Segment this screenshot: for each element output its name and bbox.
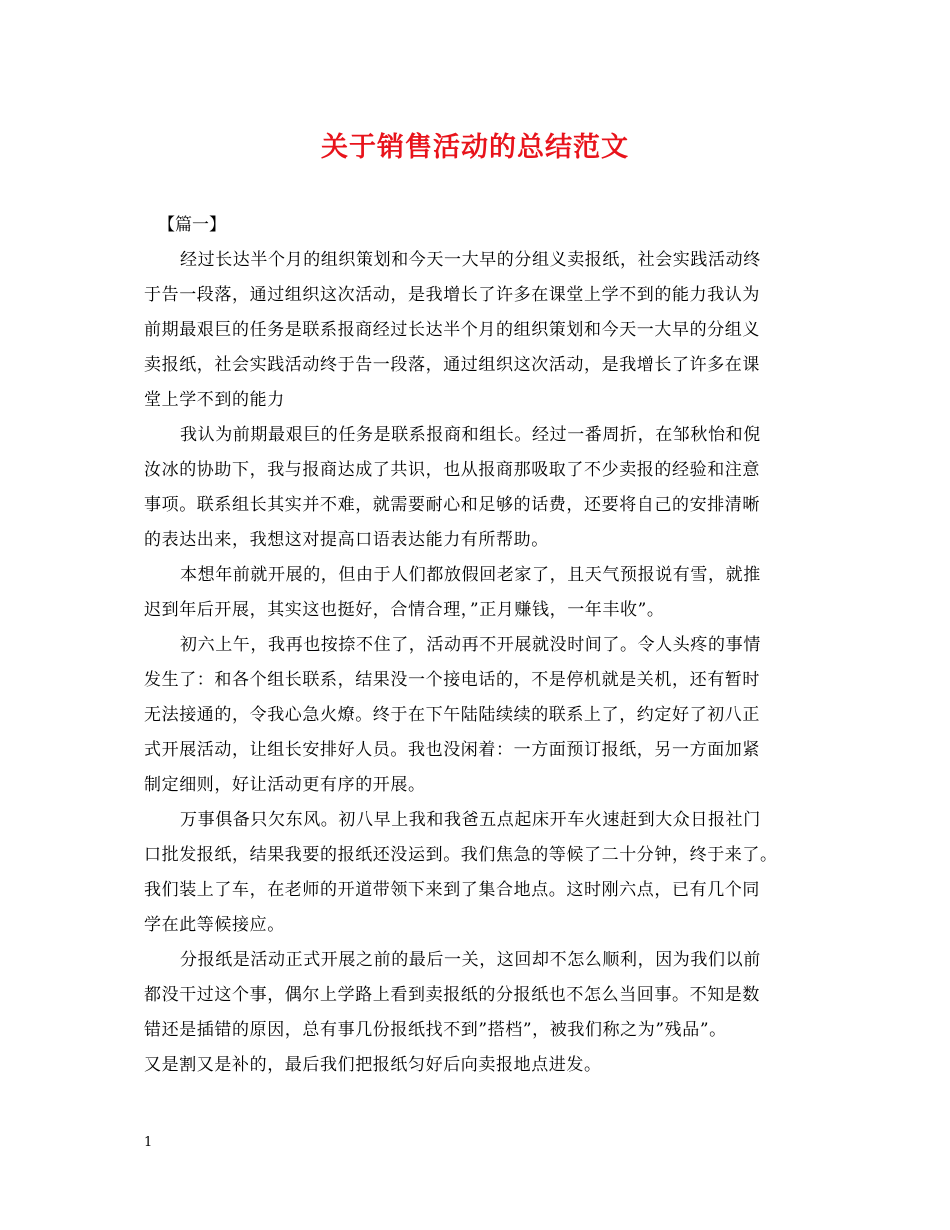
paragraph-line: 都没干过这个事，偶尔上学路上看到卖报纸的分报纸也不怎么当回事。不知是数: [144, 985, 760, 1005]
paragraph-line: 发生了：和各个组长联系，结果没一个接电话的，不是停机就是关机，还有暂时: [144, 670, 760, 690]
paragraph-4: [144, 628, 808, 803]
paragraph-line: 本想年前就开展的，但由于人们都放假回老家了，且天气预报说有雪，就推: [180, 565, 761, 585]
paragraph-line: 于告一段落，通过组织这次活动，是我增长了许多在课堂上学不到的能力我认为: [144, 285, 760, 305]
paragraph-line: 卖报纸，社会实践活动终于告一段落，通过组织这次活动，是我增长了许多在课: [144, 355, 760, 375]
paragraph-6: [144, 943, 808, 1083]
paragraph-line: 错还是插错的原因，总有事几份报纸找不到”搭档”，被我们称之为”残品”。: [144, 1020, 727, 1040]
section-label: 【篇一】: [158, 215, 226, 235]
paragraph-3: [144, 558, 808, 628]
paragraph-line: 学在此等候接应。: [144, 915, 285, 935]
paragraph-2: [144, 418, 808, 558]
paragraph-line: 分报纸是活动正式开展之前的最后一关，这回却不怎么顺利，因为我们以前: [180, 950, 761, 970]
paragraph-line: 我认为前期最艰巨的任务是联系报商和组长。经过一番周折，在邹秋怡和倪: [180, 425, 761, 445]
paragraph-1: [144, 243, 808, 418]
paragraph-line: 汝冰的协助下，我与报商达成了共识，也从报商那吸取了不少卖报的经验和注意: [144, 460, 760, 480]
paragraph-line: 迟到年后开展，其实这也挺好，合情合理，”正月赚钱，一年丰收”。: [144, 600, 665, 620]
paragraph-line: 无法接通的，令我心急火燎。终于在下午陆陆续续的联系上了，约定好了初八正: [144, 705, 760, 725]
page-number: 1: [144, 1135, 153, 1150]
paragraph-line: 又是割又是补的，最后我们把报纸匀好后向卖报地点进发。: [144, 1055, 602, 1075]
paragraph-line: 式开展活动，让组长安排好人员。我也没闲着：一方面预订报纸，另一方面加紧: [144, 740, 760, 760]
paragraph-line: 的表达出来，我想这对提高口语表达能力有所帮助。: [144, 530, 549, 550]
paragraph-line: 我们装上了车，在老师的开道带领下来到了集合地点。这时刚六点，已有几个同: [144, 880, 760, 900]
paragraph-line: 制定细则，好让活动更有序的开展。: [144, 775, 426, 795]
paragraph-5: [144, 803, 808, 943]
paragraph-line: 口批发报纸，结果我要的报纸还没运到。我们焦急的等候了二十分钟，终于来了。: [144, 845, 778, 865]
paragraph-line: 经过长达半个月的组织策划和今天一大早的分组义卖报纸，社会实践活动终: [180, 250, 761, 270]
document-body: [144, 208, 808, 1083]
paragraph-line: 堂上学不到的能力: [144, 390, 285, 410]
paragraph-line: 初六上午，我再也按捺不住了，活动再不开展就没时间了。令人头疼的事情: [180, 635, 761, 655]
paragraph-line: 前期最艰巨的任务是联系报商经过长达半个月的组织策划和今天一大早的分组义: [144, 320, 760, 340]
document-title: 关于销售活动的总结范文: [321, 132, 629, 163]
paragraph-line: 万事俱备只欠东风。初八早上我和我爸五点起床开车火速赶到大众日报社门: [180, 810, 761, 830]
paragraph-line: 事项。联系组长其实并不难，就需要耐心和足够的话费，还要将自己的安排清晰: [144, 495, 760, 515]
